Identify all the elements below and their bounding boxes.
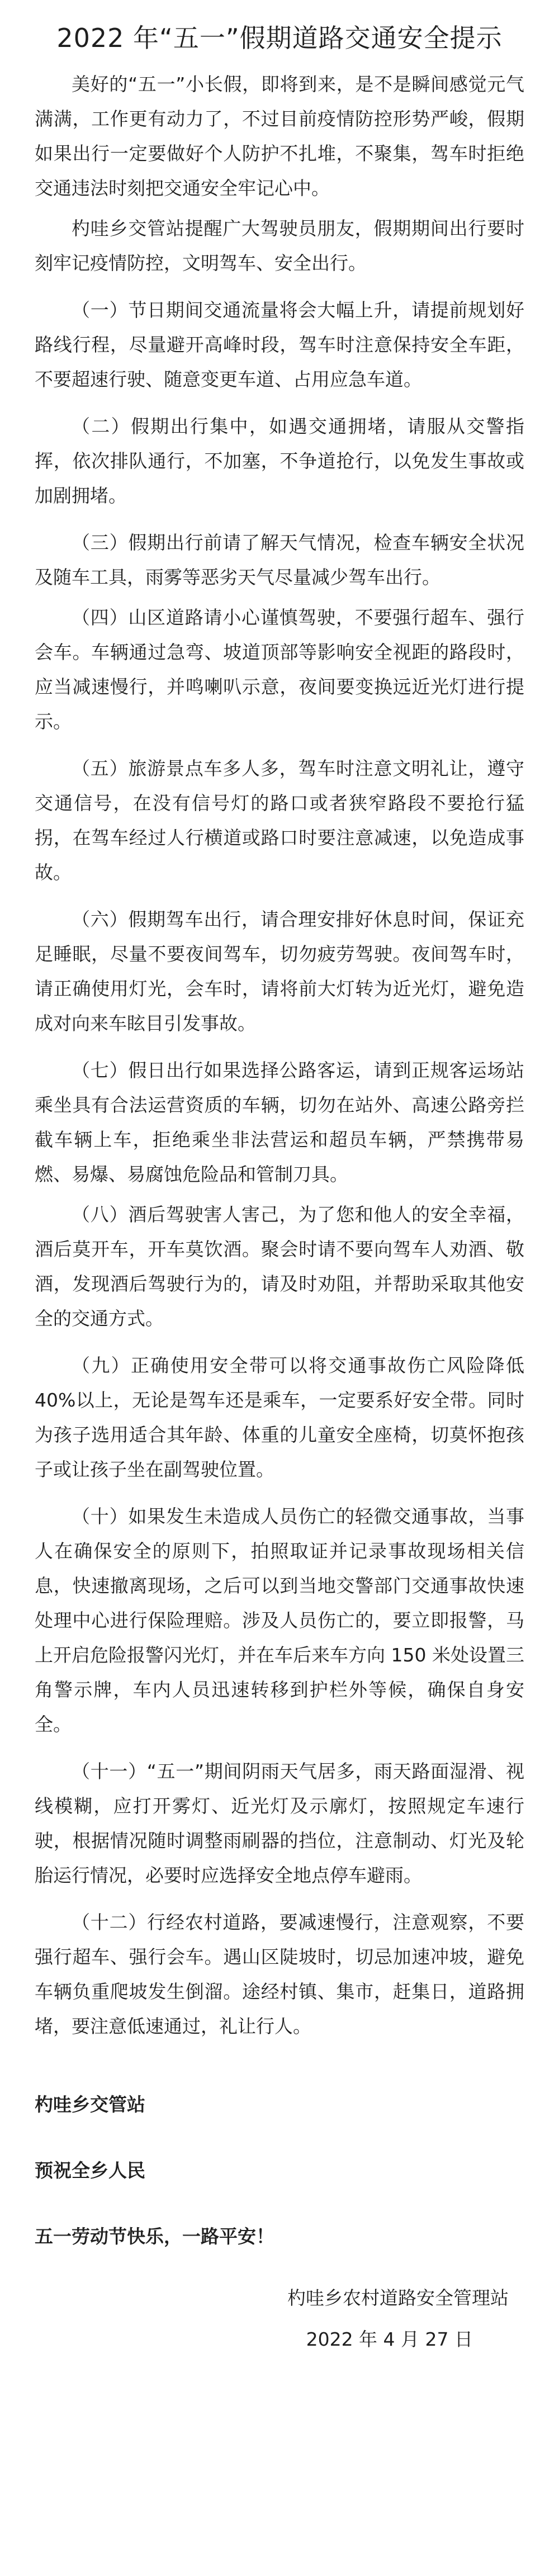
tip-paragraph-4: （四）山区道路请小心谨慎驾驶，不要强行超车、强行会车。车辆通过急弯、坡道顶部等影响安全视距的路段时，应当减速慢行，并鸣喇叭示意，夜间要变换远近光灯进行提示。 [35, 607, 524, 732]
tip-paragraph-1: （一）节日期间交通流量将会大幅上升，请提前规划好路线行程，尽量避开高峰时段，驾车时注意保持安全车距，不要超速行驶、随意变更车道、占用应急车道。 [35, 299, 524, 390]
tip-paragraph-8: （八）酒后驾驶害人害己，为了您和他人的安全幸福，酒后莫开车，开车莫饮酒。聚会时请不要向驾车人劝酒、敬酒，发现酒后驾驶行为的，请及时劝阻，并帮助采取其他安全的交通方式。 [35, 1204, 524, 1329]
tip-paragraph-12: （十二）行经农村道路，要减速慢行，注意观察，不要强行超车、强行会车。遇山区陡坡时，切忌加速冲坡，避免车辆负重爬坡发生倒溜。途经村镇、集市，赶集日，道路拥堵，要注意低速通过，礼让行人。 [35, 1911, 524, 2037]
closing-wish: 预祝全乡人民 [35, 2160, 145, 2181]
signature-date: 2022 年 4 月 27 日 [306, 2328, 473, 2350]
tip-paragraph-11: （十一）“五一”期间阴雨天气居多，雨天路面湿滑、视线模糊，应打开雾灯、近光灯及示廓灯，按照规定车速行驶，根据情况随时调整雨刷器的挡位，注意制动、灯光及轮胎运行情况，必要时应选择安全地点停车避雨。 [35, 1760, 524, 1886]
tip-paragraph-5: （五）旅游景点车多人多，驾车时注意文明礼让，遵守交通信号，在没有信号灯的路口或者狭窄路段不要抢行猛拐，在驾车经过人行横道或路口时要注意减速，以免造成事故。 [35, 757, 524, 883]
tip-paragraph-7: （七）假日出行如果选择公路客运，请到正规客运场站乘坐具有合法运营资质的车辆，切勿在站外、高速公路旁拦截车辆上车，拒绝乘坐非法营运和超员车辆，严禁携带易燃、易爆、易腐蚀危险品和管制刀具。 [35, 1059, 524, 1185]
tip-paragraph-3: （三）假期出行前请了解天气情况，检查车辆安全状况及随车工具，雨雾等恶劣天气尽量减少驾车出行。 [35, 532, 524, 588]
document-title: 2022 年“五一”假期道路交通安全提示 [56, 23, 503, 53]
intro-paragraph: 美好的“五一”小长假，即将到来，是不是瞬间感觉元气满满，工作更有动力了，不过目前疫情防控形势严峻，假期如果出行一定要做好个人防护不扎堆，不聚集，驾车时拒绝交通违法时刻把交通安全牢记心中。 [35, 73, 524, 199]
reminder-paragraph: 杓哇乡交管站提醒广大驾驶员朋友，假期期间出行要时刻牢记疫情防控，文明驾车、安全出行。 [35, 217, 524, 274]
tip-paragraph-9: （九）正确使用安全带可以将交通事故伤亡风险降低40%以上，无论是驾车还是乘车，一定要系好安全带。同时为孩子选用适合其年龄、体重的儿童安全座椅，切莫怀抱孩子或让孩子坐在副驾驶位置。 [35, 1355, 524, 1480]
tip-paragraph-6: （六）假期驾车出行，请合理安排好休息时间，保证充足睡眠，尽量不要夜间驾车，切勿疲劳驾驶。夜间驾车时，请正确使用灯光，会车时，请将前大灯转为近光灯，避免造成对向来车眩目引发事故。 [35, 908, 524, 1034]
signature-org: 杓哇乡农村道路安全管理站 [287, 2287, 509, 2309]
closing-org: 杓哇乡交管站 [35, 2094, 145, 2115]
closing-greeting: 五一劳动节快乐，一路平安！ [35, 2225, 274, 2247]
tip-paragraph-2: （二）假期出行集中，如遇交通拥堵，请服从交警指挥，依次排队通行，不加塞，不争道抢行，以免发生事故或加剧拥堵。 [35, 415, 524, 506]
tip-paragraph-10: （十）如果发生未造成人员伤亡的轻微交通事故，当事人在确保安全的原则下，拍照取证并记录事故现场相关信息，快速撤离现场，之后可以到当地交警部门交通事故快速处理中心进行保险理赔。涉及人员伤亡的，要立即报警，马上开启危险报警闪光灯，并在车后来车方向 150 米处设置三角警示牌，车内人员迅速转移到护栏外等候，确保自身安全。 [35, 1505, 524, 1735]
